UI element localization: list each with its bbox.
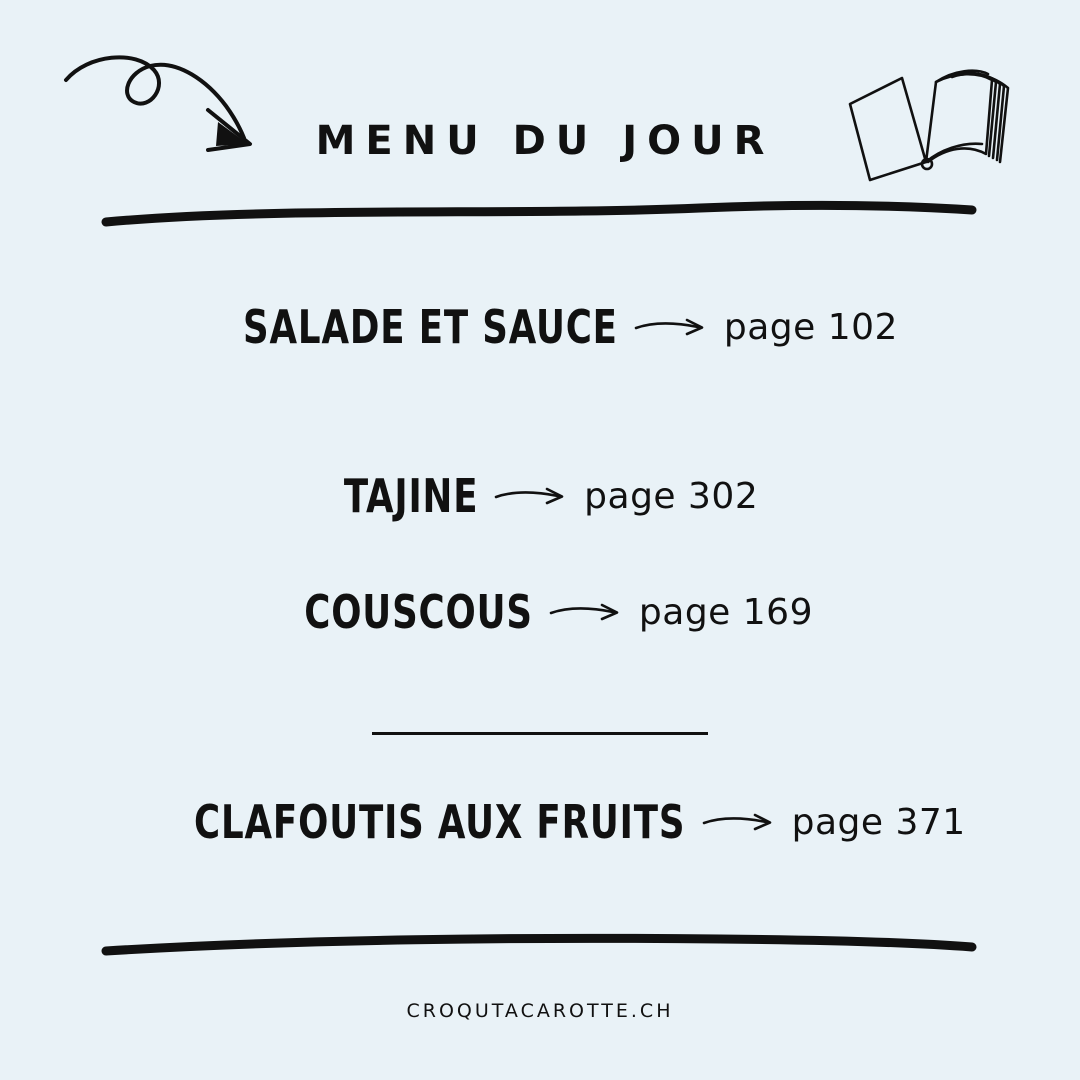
header <box>0 118 1080 164</box>
divider-middle-line <box>372 732 708 735</box>
arrow-right-icon <box>700 810 778 834</box>
menu-entry-dish: COUSCOUS <box>304 585 533 639</box>
arrow-right-icon <box>547 600 625 624</box>
menu-entry[interactable] <box>0 585 1080 639</box>
menu-entry-page: page 371 <box>791 801 966 843</box>
menu-entry-dish: TAJINE <box>343 469 479 523</box>
menu-entry-page: page 302 <box>584 475 759 517</box>
arrow-right-icon <box>492 484 570 508</box>
menu-entry[interactable] <box>0 469 1080 523</box>
website-label[interactable]: CROQUTACAROTTE.CH <box>406 1000 674 1022</box>
divider-top <box>100 196 980 236</box>
menu-entry-page: page 102 <box>723 306 898 348</box>
menu-entry[interactable] <box>0 795 1080 849</box>
divider-bottom <box>100 925 980 969</box>
menu-list <box>0 300 1080 849</box>
menu-entry-page: page 169 <box>638 591 813 633</box>
menu-entry-dish: CLAFOUTIS AUX FRUITS <box>194 795 686 849</box>
divider-middle <box>0 722 1080 740</box>
menu-entry-dish: SALADE ET SAUCE <box>243 300 618 354</box>
footer <box>0 1000 1080 1022</box>
arrow-right-icon <box>632 315 710 339</box>
menu-entry[interactable] <box>0 300 1080 354</box>
page-title: MENU DU JOUR <box>315 118 775 164</box>
